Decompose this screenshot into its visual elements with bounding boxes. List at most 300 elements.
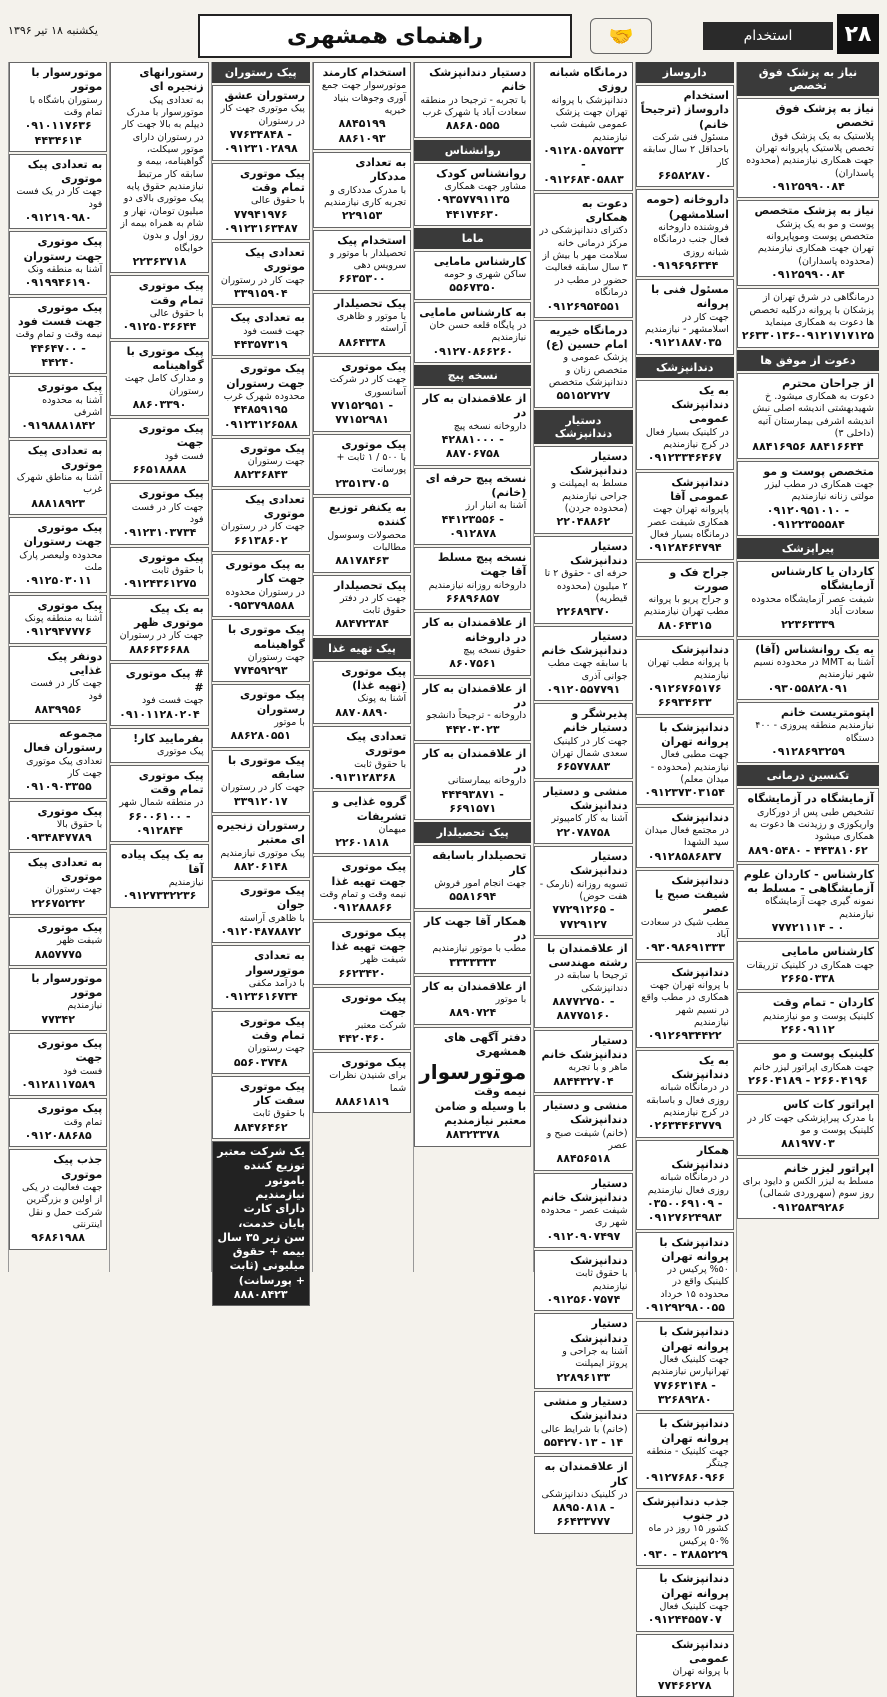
- ad-phone: ۰۹۱۲۸۴۶۴۷۹۴: [647, 541, 722, 555]
- classified-ad: [534, 320, 632, 408]
- classified-ad: [636, 1568, 734, 1631]
- classified-ad: [110, 341, 208, 417]
- ad-body: با سابقه جهت مطب جوانی آذری: [547, 658, 628, 682]
- ad-body: در پایگاه قلعه حسن خان نیازمندیم: [429, 320, 527, 344]
- classified-ad: [534, 1313, 632, 1389]
- ad-body: مطب شیک در سعادت آباد: [640, 916, 729, 941]
- ad-title: پذیرشگر و دستیار خانم: [563, 707, 628, 735]
- classified-ad: [737, 1158, 879, 1219]
- ad-title: به تعدادی مددکار: [355, 155, 407, 184]
- classified-ad: [212, 358, 310, 436]
- ad-phone: ۰۹۱۲۸۱۱۷۵۸۹: [21, 1078, 96, 1092]
- classified-ad: [636, 380, 734, 470]
- category-header: پیک رستوران: [212, 62, 310, 83]
- ad-body: مسئول فنی شرکت باحداقل ۲ سال سابقه کار: [642, 131, 729, 168]
- classified-ad: [212, 307, 310, 356]
- classified-ad: [636, 1634, 734, 1697]
- ad-phone: ۸۸۴۵۱۹۹ ۸۸۶۱۰۹۳: [338, 117, 386, 145]
- bottom-ad-job: توزیع کننده باموتور نیازمندیم: [243, 1159, 305, 1201]
- ad-body: آشنا به جراحی و پروتز ایمپلنت: [562, 1345, 628, 1370]
- classified-ad: [636, 472, 734, 560]
- ad-title: دعوت به همکاری: [581, 196, 628, 225]
- classified-ad: [636, 1491, 734, 1567]
- ad-title: دندانپزشک با پروانه تهران: [659, 1572, 729, 1600]
- ad-phone: ۷۷۱۵۲۹۵۱ - ۷۷۱۵۲۹۸۱: [331, 399, 394, 427]
- classified-ad: [636, 85, 734, 187]
- ad-title: پیک موتوری تمام وقت: [240, 166, 305, 194]
- ad-body: مسلط به ایمپلنت و جراحی نیازمندیم (محدوده جردن): [551, 478, 628, 515]
- ad-title: پیک موتوری جهت: [138, 422, 204, 450]
- bottom-ad-desc: دارای کارت پایان خدمت، سن زیر ۳۵ سال بیمه + حقوق میلیونی (ثابت + پورسانت): [217, 1202, 305, 1287]
- ad-body: حقوق نسخه پیچ: [463, 644, 527, 656]
- ad-title: همکار آقا جهت کار در: [424, 914, 527, 942]
- classified-ad: [414, 251, 531, 300]
- classified-ad: [313, 922, 411, 985]
- ad-column: [736, 62, 879, 1272]
- ad-phone: ۰۹۳۰۵۵۸۲۸۰۹۱: [767, 681, 849, 695]
- ad-title: رستورانهای زنجیره ای: [139, 66, 204, 94]
- classified-ad: [313, 230, 411, 291]
- ad-phone: ۵۵۶۷۳۵۰: [449, 281, 497, 295]
- ad-phone: ۷۷۲۹۱۲۶۵ - ۷۷۲۹۱۲۷: [552, 903, 615, 931]
- ad-title: دندانپزشک عمومی: [671, 1637, 729, 1665]
- ad-title: به یک روانشناس (آقا): [755, 642, 874, 656]
- ad-title: پیک موتوری: [37, 804, 103, 818]
- classified-ad: [534, 781, 632, 844]
- ad-body: محدوده شهرک غرب: [223, 390, 305, 402]
- ad-title: پیک موتوری: [37, 380, 103, 394]
- category-header: پیراپزشک: [737, 538, 879, 559]
- ad-body: جهت کار در شرکت آسانسوری: [329, 374, 407, 398]
- ad-title: پیک موتوری جهت تهیه غذا: [331, 925, 407, 954]
- ad-body: آشنا به انبار ارز: [465, 500, 527, 512]
- ad-body: پیک موتوری نیازمندیم: [220, 847, 305, 859]
- classified-ad: [636, 639, 734, 715]
- ad-title: پیک موتوری: [37, 598, 103, 612]
- ad-body: با حقوق بالا: [56, 819, 103, 831]
- ad-title: پیک موتوری جهت: [37, 1037, 103, 1065]
- ad-body: و جراح پریو با پروانه مطب تهران نیازمندیم: [643, 594, 729, 618]
- ad-phone: ۰۹۱۰۱۱۷۶۳۶ ۴۴۳۴۶۱۴: [24, 119, 92, 147]
- ad-phone: ۸۸۳۹۹۵۶: [34, 702, 82, 716]
- ad-body: جهت فعالیت در یکی از اولین و بزرگترین شرکت حمل و نقل اینترنتی: [21, 1181, 103, 1230]
- classified-ad: [212, 880, 310, 943]
- ad-body: موتورسوار جهت جمع آوری وجوهات بنیاد خیریه: [321, 80, 407, 116]
- classified-ad: [9, 646, 107, 722]
- ad-phone: ۰۹۱۰۱۱۲۸۰۲۰۴: [119, 707, 200, 721]
- ad-phone: ۲۲۶۷۵۲۴۲: [31, 896, 86, 910]
- ad-body: نیازمندیم منطقه پیروزی - ۴۰۰ دستگاه: [755, 720, 874, 744]
- classified-ad: [9, 62, 107, 152]
- ad-phone: ۰۹۳۰ - ۳۸۸۵۲۲۹: [641, 1548, 728, 1562]
- ad-title: متخصص پوست و مو: [763, 464, 874, 478]
- ad-body: در رستوران محدوده: [225, 586, 305, 598]
- ad-phone: ۰۹۱۲۸۸۸۶۶: [331, 901, 393, 915]
- agency-ad-name: موتورسوار: [419, 1060, 527, 1085]
- ad-title: پیک موتوری جهت رستوران: [23, 235, 103, 263]
- classified-ad: [212, 163, 310, 241]
- ad-title: رستوران زنجیره ای معتبر: [216, 818, 305, 847]
- ad-phone: ۲۶۶۰۹۱۱۲: [781, 1023, 835, 1037]
- ad-phone: ۸۸۲۰۶۱۴۸: [233, 859, 288, 873]
- category-header: دعوت از موفق ها: [737, 350, 879, 371]
- ad-body: نیمه وقت و تمام وقت: [15, 329, 103, 341]
- ad-body: نیمه وقت و تمام وقت: [319, 889, 407, 901]
- ad-title: مسئول فنی با پروانه: [651, 283, 729, 311]
- ad-phone: ۸۸۶۲۸۰۵۵۱: [230, 729, 291, 743]
- ad-body: جهت فست فود: [243, 325, 305, 337]
- ad-body: جهت انجام امور فروش: [434, 877, 527, 889]
- ad-phone: ۴۴۱۲۳۵۵۶ - ۰۹۱۲۸۷۸: [441, 512, 504, 540]
- classified-ad: [313, 434, 411, 495]
- ad-phone: ۸۸۰۶۴۳۱۵: [657, 618, 712, 632]
- ad-phone: ۸۸۶۰۳۳۹۰: [132, 397, 187, 411]
- ad-title: استخدام داروساز (ترجیحاً خانم): [640, 89, 729, 131]
- ad-title: دستیار دندانپزشک: [570, 449, 628, 478]
- ad-body: شیفت ظهر: [57, 935, 103, 947]
- ad-body: جهت همکاری اپراتور لیزر خانم: [753, 1061, 874, 1073]
- ad-phone: ۶۶۵۱۸۸۸۸: [132, 463, 187, 477]
- category-header: پیک تهیه غذا: [313, 638, 411, 659]
- ad-column: [109, 62, 208, 1272]
- ad-phone: ۶۶۰۰۶۱۰۰ - ۰۹۱۲۸۴۴: [128, 809, 191, 837]
- ad-phone: ۸۶۰۷۵۶۱: [449, 657, 497, 671]
- ad-title: پیک موتوری جهت فست فود: [18, 300, 103, 328]
- classified-ad: [9, 1098, 107, 1147]
- ad-title: دندانپزشک با پروانه تهران: [659, 720, 729, 748]
- ad-title: نسخه پیچ حرفه ای (خانم): [425, 471, 527, 499]
- ad-body: فست فود: [164, 450, 204, 462]
- classified-ad: [737, 788, 879, 862]
- ad-title: پیک موتوری تمام وقت: [240, 1014, 305, 1042]
- ad-body: با موتور: [274, 717, 305, 729]
- classified-ad: [534, 1173, 632, 1249]
- ad-phone: ۰۹۵۳۷۹۸۵۸۸: [227, 598, 295, 612]
- classified-ad: [212, 489, 310, 552]
- ad-body: جهت رستوران: [247, 1043, 305, 1055]
- ad-body: در درمانگاه شبانه روزی فعال و باسابقه در کرج نیازمندیم: [646, 1082, 729, 1118]
- ad-phone: ۹۶۸۶۱۹۸۸: [31, 1231, 86, 1245]
- ad-body: دندانپزشک با پروانه تهران جهت پزشک عمومی شیفت شب نیازمندیم: [550, 94, 628, 143]
- classified-ad: [414, 62, 531, 138]
- ad-body: با حقوق ثابت: [354, 758, 407, 770]
- ad-title: به تعدادی پیک: [230, 311, 305, 325]
- ad-title: دستیار دندانپزشک: [570, 849, 628, 878]
- ad-body: داروخانه بیمارستانی: [447, 775, 527, 787]
- ad-body: محدوده ولیعصر پارک ملت: [19, 549, 103, 574]
- ad-title: دندانپزشک: [671, 965, 729, 979]
- ad-body: تمام وقت: [63, 1116, 103, 1128]
- ad-body: جهت رستوران: [247, 456, 305, 468]
- ad-phone: ۴۴۳۵۷۳۱۹: [233, 337, 288, 351]
- ad-body: پیک موتوری جهت کار در رستوران: [220, 103, 305, 127]
- classified-ad: [110, 765, 208, 843]
- ad-title: دستیار و منشی دندانپزشک: [543, 1394, 628, 1423]
- ad-phone: ۷۷۴۵۹۲۹۳: [233, 664, 288, 678]
- agency-ad-line: نیمه وقت: [474, 1085, 527, 1099]
- classified-ad: [9, 968, 107, 1031]
- ad-title: کارشناس - کاردان علوم آزمایشگاهی - مسلط به: [743, 867, 874, 896]
- ad-title: تعدادی پیک موتوری: [245, 492, 305, 521]
- classified-ad: [534, 1250, 632, 1311]
- classified-ad: [737, 561, 879, 637]
- classified-ad: [110, 663, 208, 726]
- ad-body: با ۵۰۰ / ۱ ثابت + پورسانت: [336, 451, 407, 476]
- ad-title: مجموعه رستوران فعال: [23, 727, 103, 755]
- classified-ad: [212, 815, 310, 878]
- ad-phone: ۰۹۱۲۵۹۹۰۰۸۴: [771, 267, 845, 281]
- ad-phone: ۲۲۸۹۶۱۳۳: [556, 1370, 611, 1384]
- ad-phone: ۲۲۳۶۳۷۱۸: [132, 255, 187, 269]
- ad-body: مشاور جهت همکاری: [444, 180, 527, 192]
- classified-ad: [414, 612, 531, 675]
- classified-ad: [534, 1456, 632, 1534]
- classified-ad: [414, 845, 531, 908]
- ad-title: به تعدادی موتورسوار: [246, 949, 305, 977]
- classified-ad: [636, 1140, 734, 1230]
- ad-phone: ۰۹۱۲۷۶۸۶۰۹۶۶: [644, 1470, 725, 1484]
- ad-body: برای شنیدن نظرات شما: [329, 1070, 407, 1094]
- classified-ad: [636, 1050, 734, 1138]
- ad-phone: ۴۲۸۸۱۰۰۰ - ۸۸۷۰۶۷۵۸: [441, 432, 504, 461]
- ad-body: در منطقه شمال شهر: [119, 797, 204, 809]
- ad-body: درمانگاهی در شرق تهران از پزشکان با پروانه درکلیه تخصص ها دعوت به همکاری مینماید: [749, 292, 874, 328]
- classified-ad: [212, 619, 310, 682]
- classified-ad: [110, 275, 208, 338]
- ad-title: استخدام کارمند: [322, 66, 407, 79]
- ad-title: رستوران عشق: [224, 89, 305, 102]
- ad-column: [533, 62, 632, 1529]
- category-header: دندانپزشک: [636, 357, 734, 378]
- classified-ad: [636, 1413, 734, 1489]
- ad-phone: ۸۸۷۰۸۸۹۰: [335, 705, 389, 719]
- ad-body: جهت کار در رستوران: [220, 274, 305, 286]
- brand-title: راهنمای همشهری: [198, 14, 572, 58]
- ad-body: در مجتمع فعال میدان سید الشهدا: [644, 824, 729, 849]
- classified-ad: [9, 801, 107, 850]
- classified-ad: [737, 461, 879, 537]
- ad-body: مسلط به لیزر الکس و دایود برای روز سوم (سهروردی شمالی): [742, 1175, 874, 1200]
- ad-body: جهت رستوران: [45, 884, 103, 896]
- ad-phone: ۰۲۶۳۴۴۶۳۷۷۹: [647, 1119, 722, 1133]
- ad-body: با موتور: [495, 994, 527, 1006]
- classified-ad: [110, 62, 208, 273]
- classified-ad: [737, 864, 879, 940]
- ad-phone: ۰۹۱۲۰۵۵۷۷۹۱: [546, 682, 621, 696]
- ad-phone: ۶۶۳۵۳۰۰: [338, 272, 386, 286]
- ad-title: به تعدادی پیک موتوری: [27, 443, 103, 471]
- ad-title: به تعدادی پیک موتوری: [27, 855, 103, 883]
- ad-title: نسخه پیچ مسلط آقا جهت: [437, 551, 527, 579]
- ad-title: اپراتور کات کاس: [783, 1098, 874, 1112]
- ad-title: پیک موتوری: [341, 360, 407, 374]
- ad-body: جهت کار در کلینیک سعدی شمال تهران: [551, 735, 628, 760]
- ad-body: با مدرک مددکاری و تجربه کاری نیازمندیم: [324, 184, 407, 208]
- ad-phone: ۵۵۴۲۷۰۱۳ - ۱۴: [543, 1435, 624, 1449]
- ad-phone: ۸۸۴۴۳۲۷۰۴: [553, 1074, 614, 1088]
- ad-phone: ۸۸۸۱۸۹۲۳: [31, 496, 86, 510]
- category-header: نیاز به پزشک فوق تخصص: [737, 62, 879, 96]
- classified-ad: [313, 575, 411, 636]
- ad-body: محصولات وسوسول مطالبات: [327, 529, 407, 553]
- ad-title: استخدام پیک: [337, 233, 407, 247]
- classified-ad: [534, 1095, 632, 1171]
- ad-body: آشنا به MMT در محدوده نسیم شهر نیازمندیم: [753, 656, 874, 681]
- classified-ad: [9, 595, 107, 644]
- classified-ad: [737, 702, 879, 763]
- ad-body: جهت مطبی فعال نیازمندیم (محدوده - میدان معلم): [650, 749, 729, 785]
- ad-body: آشنا به پونک: [357, 693, 407, 705]
- ad-body: جهت کلینیک فعال: [659, 1601, 729, 1613]
- ad-title: بفرمایید کار!: [133, 732, 204, 746]
- ad-body: حرفه ای - حقوق ۲ تا ۲ میلیون (محدوده قیطریه): [544, 568, 628, 604]
- ad-body: در درمانگاه شبانه روزی فعال نیازمندیم: [647, 1172, 729, 1196]
- ad-body: جهت فست فود: [141, 695, 204, 707]
- ad-title: از علاقمندان به کار: [422, 979, 527, 993]
- ad-title: منشی و دستیار دندانپزشک: [543, 784, 628, 813]
- ad-body: ماهر و با تجربه: [568, 1062, 628, 1074]
- ad-title: اپراتور لیزر خانم: [783, 1161, 874, 1175]
- classified-ad: [9, 440, 107, 516]
- classified-ad: [9, 154, 107, 230]
- ad-title: کاردان یا کارشناس آزمایشگاه: [770, 565, 874, 593]
- ad-phone: ۶۶۵۸۲۸۷۰: [657, 168, 712, 182]
- ad-phone: ۸۸۴۱۶۹۵۶ ۸۸۴۱۶۶۴۴: [752, 440, 864, 454]
- category-header: نسخه پیچ: [414, 365, 531, 386]
- ad-phone: ۲۲۰۴۸۸۶۲: [556, 515, 611, 529]
- classified-ad: [636, 962, 734, 1048]
- ad-body: جهت کار در رستوران: [220, 782, 305, 794]
- ad-body: جهت کار در یک فست فود: [16, 186, 103, 210]
- ad-phone: ۲۲۶۸۹۳۷۰: [556, 605, 611, 619]
- ad-phone: ۷۷۹۴۱۹۷۶ ۰۹۱۲۳۱۶۳۴۸۷: [223, 207, 298, 235]
- classified-ad: [636, 562, 734, 638]
- classified-ad: [636, 717, 734, 805]
- classified-ad: [414, 911, 531, 974]
- category-header: دستیار دندانپزشک: [534, 410, 632, 444]
- classified-ad: [313, 726, 411, 789]
- ad-phone: ۸۸۸۶۱۸۱۹: [335, 1095, 389, 1109]
- classified-ad: [737, 639, 879, 700]
- ad-phone: ۸۸۵۷۷۷۵: [34, 947, 82, 961]
- ad-phone: ۷۷۷۲۱۱۱۴ - ۰: [771, 921, 845, 935]
- ad-body: رستوران باشگاه با تمام وقت: [29, 94, 103, 118]
- ad-title: از علاقمندان به کار در: [422, 681, 527, 709]
- classified-ad: [534, 1391, 632, 1454]
- classified-ad: [9, 297, 107, 375]
- classified-ad: [9, 917, 107, 966]
- ad-body: فست فود: [63, 1065, 103, 1077]
- classified-ad: [212, 750, 310, 813]
- ad-body: نیازمندیم: [168, 876, 204, 888]
- ad-body: کشور ۱۵ روز در ماه %۵۰ پرکیس: [648, 1523, 729, 1547]
- classified-ad: [313, 293, 411, 354]
- ad-body: با موتور و ظاهری آراسته: [336, 311, 407, 335]
- ad-title: پیک موتوری با گواهینامه: [227, 623, 305, 651]
- ad-body: آشنا به منطقه پونک: [24, 612, 103, 624]
- ad-title: گروه غذایی و تشریفات: [332, 795, 407, 823]
- ad-phone: ۲۲۳۶۳۳۳۹: [781, 618, 835, 632]
- ad-body: شرکت معتبر: [355, 1019, 407, 1031]
- classified-ad: [313, 791, 411, 854]
- classified-ad: [636, 189, 734, 277]
- category-header: پیک تحصیلدار: [414, 822, 531, 843]
- ad-phone: ۲۲۶۰۱۸۱۸: [335, 836, 389, 850]
- ad-phone: ۸۸۴۷۲۳۸۴: [335, 617, 389, 631]
- ad-phone: ۸۸۶۴۳۳۸: [338, 335, 386, 349]
- ad-phone: ۲۲۹۱۵۳: [341, 209, 383, 223]
- ad-phone: ۰۹۱۲۰۹۰۷۴۹۷: [546, 1229, 621, 1243]
- ad-body: %۵۰ پرکیس در کلینیک واقع در محدوده ۱۵ خرداد: [660, 1264, 729, 1300]
- ad-phone: ۰۹۱۲۶۷۶۵۱۷۶ ۶۶۹۳۴۶۳۳: [647, 682, 722, 710]
- ad-phone: ۶۶۸۹۶۸۵۷: [445, 592, 500, 606]
- classified-ad: [212, 684, 310, 747]
- ad-phone: ۸۸۹۰۵۴۸۰ - ۴۴۳۸۱۰۶۲: [748, 843, 868, 857]
- ad-phone: ۰۳۵۰۰۶۹۱۰۹ - ۰۹۱۲۷۶۲۴۹۸۳: [646, 1196, 723, 1225]
- ad-title: پیک موتوری: [138, 550, 204, 564]
- ad-body: آشنا به منطقه ونک: [27, 264, 103, 276]
- classified-ad: [313, 497, 411, 573]
- ad-title: به یکنفر توزیع کننده: [328, 500, 407, 529]
- ad-title: کارشناس مامایی: [781, 945, 874, 959]
- classified-ad: [313, 356, 411, 432]
- ad-title: پیک موتوری: [240, 441, 305, 455]
- ad-body: پزشک عمومی و متخصص زنان و دندانپزشک متخصص: [548, 352, 628, 389]
- ad-phone: ۰۹۱۲۷۳۳۲۲۳۶: [122, 889, 197, 903]
- ad-body: پاپروانه تهران جهت همکاری شیفت عصر درمانگاه بسیار فعال: [648, 504, 729, 540]
- ad-body: جهت همکاری در کلینیک تزریقات: [746, 959, 874, 971]
- ad-phone: ۸۸۷۷۲۷۵۰ - ۸۸۷۷۵۱۶۰: [552, 995, 615, 1023]
- classified-ad: [534, 62, 632, 191]
- ad-phone: ۰۹۱۲۰۹۵۱۰۱۰ - ۰۹۱۲۲۳۵۵۵۸۴: [766, 503, 850, 531]
- ad-body: پیک موتوری: [157, 746, 204, 758]
- ad-phone: ۰۹۱۲۳۷۳۰۳۱۵۴: [644, 786, 725, 800]
- classified-ad: [636, 807, 734, 868]
- ad-title: دستیار دندانپزشک: [570, 539, 628, 567]
- ad-body: جهت کار در دفتر حقوق ثابت: [339, 592, 407, 617]
- ad-phone: ۰۹۱۲۷۰۸۶۶۲۶۰: [432, 344, 514, 358]
- ad-phone: ۲۲۰۷۸۷۵۸: [556, 825, 611, 839]
- ad-body: تسویه روزانه (نارمک - هفت حوض): [539, 878, 628, 902]
- classified-ad: [534, 846, 632, 936]
- ad-column: [8, 62, 107, 1272]
- ad-body: جهت کار در فست فود: [131, 501, 204, 526]
- ad-title: تعدادی پیک موتوری: [245, 246, 305, 274]
- ads-grid: [8, 62, 879, 1692]
- ad-body: نیازمندیم: [67, 1000, 103, 1012]
- ad-title: از علاقمندان با رشته مهندسی: [547, 941, 628, 970]
- classified-ad: [9, 1149, 107, 1249]
- ad-title: دندانپزشک: [671, 810, 729, 824]
- classified-ad: [9, 723, 107, 799]
- ad-phone: ۰۹۱۲۳۶۱۶۷۳۴: [223, 990, 298, 1004]
- ad-body: جهت رستوران: [247, 651, 305, 663]
- classified-ad: [212, 554, 310, 617]
- ad-title: دندانپزشک عمومی آقا: [670, 475, 729, 503]
- ad-body: دکترای دندانپزشکی در مرکز درمانی خانه سلامت مهر با بیش از ۳ سال سابقه فعالیت حضور در مطب در درمانگاه: [539, 225, 628, 299]
- classified-ad: [212, 1011, 310, 1074]
- ad-body: پلاستیک به یک پزشک فوق تخصص پلاستیک پاپروانه تهران جهت همکاری نیازمندیم (محدوده پاسداران): [746, 130, 874, 179]
- agency-ad-line2: با وسیله و ضامن معتبر نیازمندیم: [434, 1099, 527, 1127]
- ad-body: جهت همکاری در مطب لیزر مولتی زنانه نیازمندیم: [765, 478, 874, 503]
- classified-ad: [212, 1076, 310, 1139]
- classified-ad: [414, 743, 531, 821]
- ad-title: همکار دندانپزشک: [671, 1143, 729, 1171]
- classified-ad: [534, 446, 632, 534]
- ad-phone: ۳۳۹۱۲۰۱۷: [233, 794, 288, 808]
- ad-phone: ۰۹۱۲۵۸۳۹۲۸۶: [771, 1200, 845, 1214]
- ad-title: به کارشناس مامایی: [419, 305, 527, 319]
